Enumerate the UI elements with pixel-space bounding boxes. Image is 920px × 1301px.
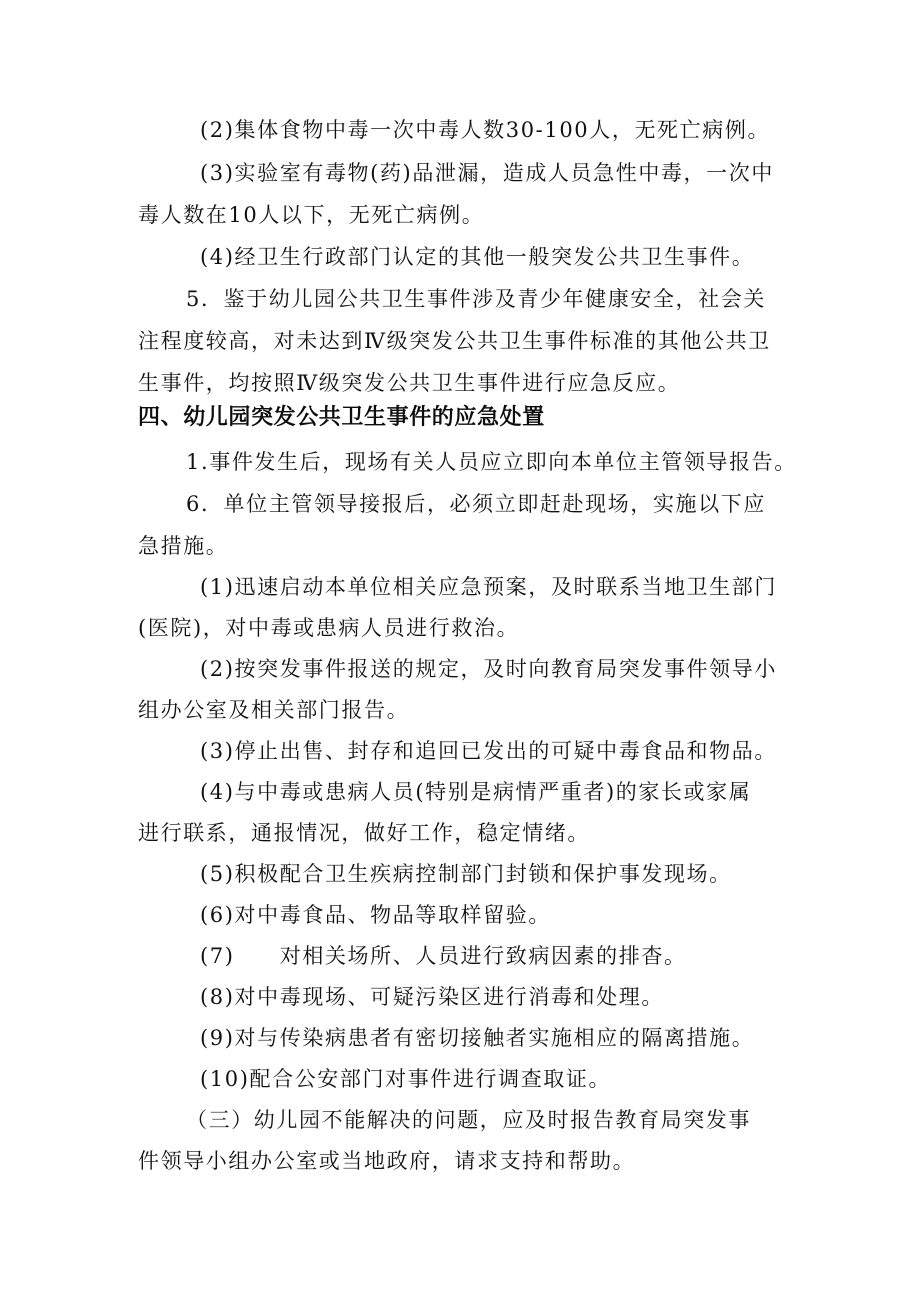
paragraph-line: 进行联系，通报情况，做好工作，稳定情绪。 [138, 821, 590, 845]
paragraph-line: (8)对中毒现场、可疑污染区进行消毒和处理。 [200, 985, 664, 1009]
paragraph-line: (2)集体食物中毒一次中毒人数30-100人，无死亡病例。 [200, 118, 771, 142]
paragraph-line: (医院)，对中毒或患病人员进行救治。 [138, 616, 520, 640]
paragraph-line: 组办公室及相关部门报告。 [138, 698, 410, 722]
paragraph-line: (7) 对相关场所、人员进行致病因素的排杳。 [200, 944, 687, 968]
paragraph-line: 1.事件发生后，现场有关人员应立即向本单位主管领导报告。 [186, 450, 797, 474]
paragraph-line: 件领导小组办公室或当地政府，请求支持和帮助。 [138, 1149, 636, 1173]
paragraph-line: (10)配合公安部门对事件进行调查取证。 [200, 1067, 612, 1091]
paragraph-line: 毒人数在10人以下，无死亡病例。 [138, 203, 485, 227]
paragraph-line: (6)对中毒食品、物品等取样留验。 [200, 903, 551, 927]
paragraph-line: 生事件，均按照Ⅳ级突发公共卫生事件进行应急反应。 [138, 371, 681, 395]
paragraph-line: 急措施。 [138, 534, 229, 558]
paragraph-line: (1)迅速启动本单位相关应急预案，及时联系当地卫生部门 [200, 575, 777, 599]
paragraph-line: (4)经卫生行政部门认定的其他一般突发公共卫生事件。 [200, 245, 755, 269]
paragraph-line: （三）幼儿园不能解决的问题，应及时报告教育局突发事 [186, 1108, 751, 1132]
paragraph-line: 6．单位主管领导接报后，必须立即赶赴现场，实施以下应 [186, 492, 766, 516]
paragraph-line: (3)实验室有毒物(药)品泄漏，造成人员急性中毒，一次中 [200, 161, 774, 185]
paragraph-line: (3)停止出售、封存和追回已发出的可疑中毒食品和物品。 [200, 739, 777, 763]
paragraph-line: (4)与中毒或患病人员(特别是病情严重者)的家长或家属 [200, 780, 752, 804]
paragraph-line: 注程度较高，对未达到Ⅳ级突发公共卫生事件标准的其他公共卫 [138, 329, 771, 353]
paragraph-line: (2)按突发事件报送的规定，及时向教育局突发事件领导小 [200, 657, 777, 681]
paragraph-line: (9)对与传染病患者有密切接触者实施相应的隔离措施。 [200, 1026, 755, 1050]
section-heading: 四、幼儿园突发公共卫生事件的应急处置 [138, 405, 545, 430]
paragraph-line: (5)积极配合卫生疾病控制部门封锁和保护事发现场。 [200, 862, 732, 886]
paragraph-line: 5．鉴于幼儿园公共卫生事件涉及青少年健康安全，社会关 [186, 287, 766, 311]
